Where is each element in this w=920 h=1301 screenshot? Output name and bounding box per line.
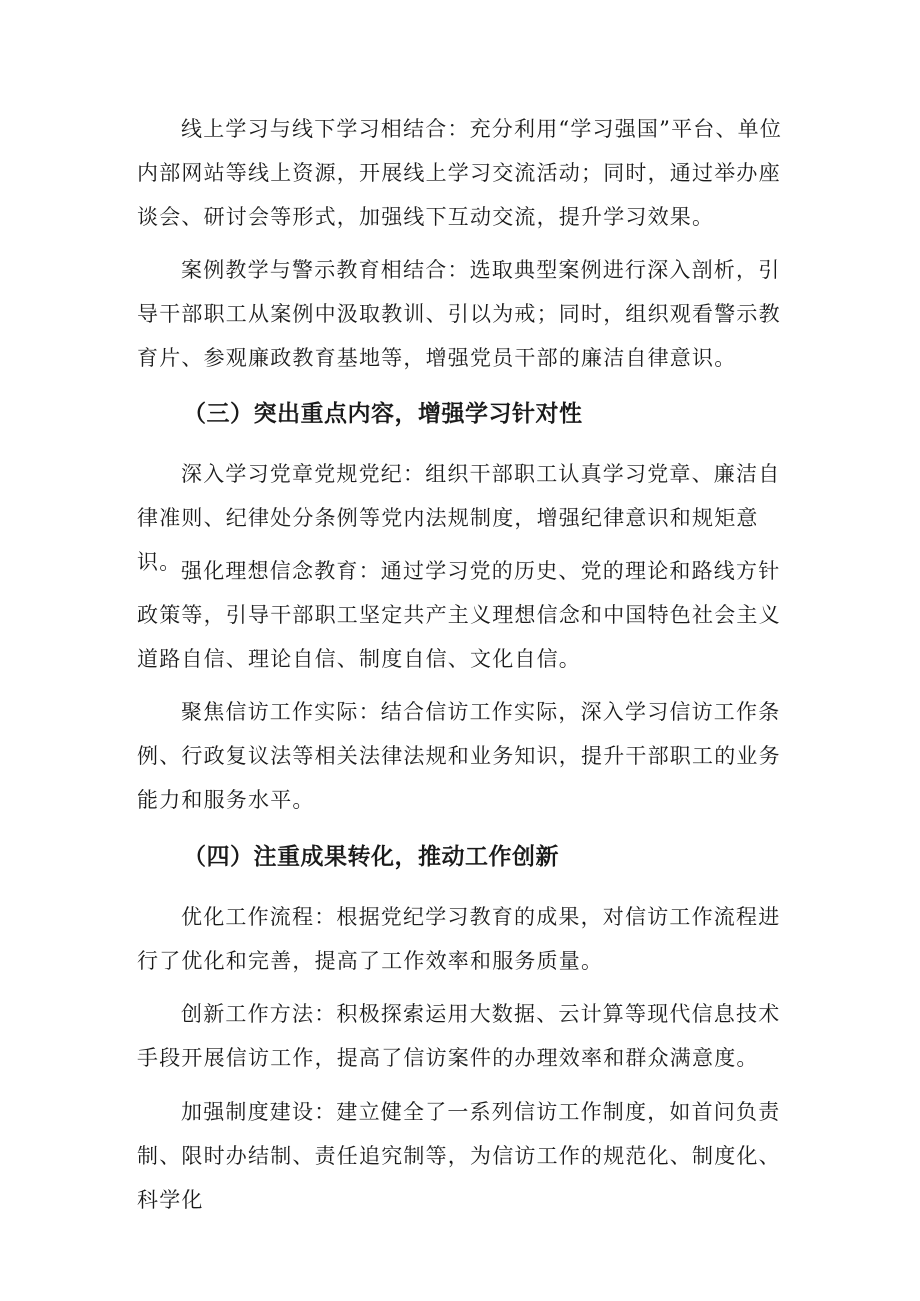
paragraph-optimize-workflow: 优化工作流程：根据党纪学习教育的成果，对信访工作流程进行了优化和完善，提高了工作效率和服务质量。 [137, 905, 781, 973]
paragraph-case-teaching: 案例教学与警示教育相结合：选取典型案例进行深入剖析，引导干部职工从案例中汲取教训、引以为戒；同时，组织观看警示教育片、参观廉政教育基地等，增强党员干部的廉洁自律意识。 [137, 258, 781, 370]
paragraph-ideals-education: 强化理想信念教育：通过学习党的历史、党的理论和路线方针政策等，引导干部职工坚定共产主义理想信念和中国特色社会主义道路自信、理论自信、制度自信、文化自信。 [137, 559, 781, 671]
paragraph-petition-work-focus: 聚焦信访工作实际：结合信访工作实际，深入学习信访工作条例、行政复议法等相关法律法规和业务知识，提升干部职工的业务能力和服务水平。 [137, 700, 781, 812]
paragraph-innovate-methods: 创新工作方法：积极探索运用大数据、云计算等现代信息技术手段开展信访工作，提高了信访案件的办理效率和群众满意度。 [137, 1002, 781, 1070]
paragraph-institution-building: 加强制度建设：建立健全了一系列信访工作制度，如首问负责制、限时办结制、责任追究制等，为信访工作的规范化、制度化、科学化 [137, 1100, 781, 1212]
section-heading-four: （四）注重成果转化，推动工作创新 [183, 844, 559, 870]
section-heading-three: （三）突出重点内容，增强学习针对性 [183, 401, 583, 427]
paragraph-online-offline-learning: 线上学习与线下学习相结合：充分利用“学习强国”平台、单位内部网站等线上资源，开展线上学习交流活动；同时，通过举办座谈会、研讨会等形式，加强线下互动交流，提升学习效果。 [137, 117, 783, 229]
paragraph-party-rules-study: 深入学习党章党规党纪：组织干部职工认真学习党章、廉洁自律准则、纪律处分条例等党内法规制度，增强纪律意识和规矩意识。 [137, 462, 781, 574]
